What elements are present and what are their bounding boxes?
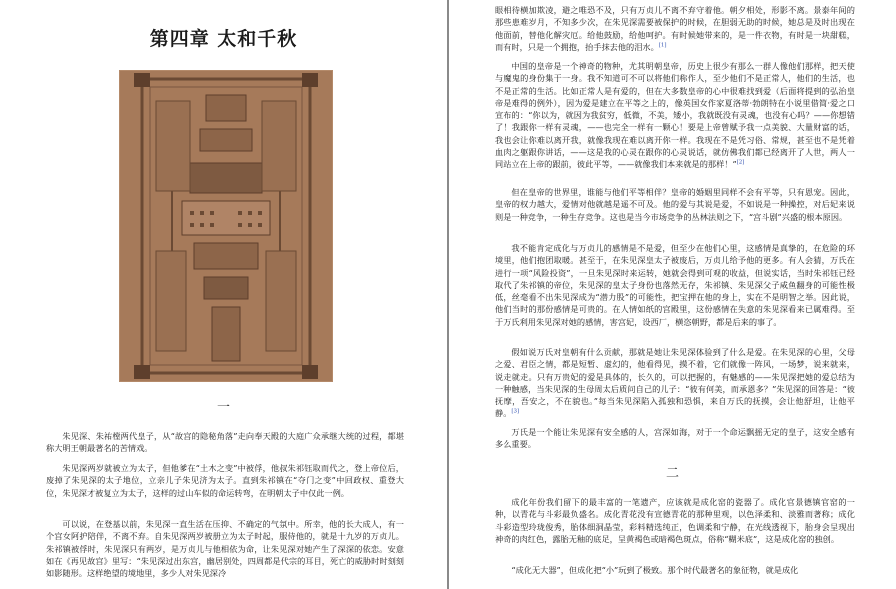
paragraph: “成化无大器”，但成化把“小”玩到了极致。那个时代最著名的象征物，就是成化: [511, 565, 799, 575]
paragraph: 但在皇帝的世界里，谁能与他们平等相伴？皇帝的婚姻里同样不会有平等，只有恩宠。因此，皇帝的权力越大，爱情对他就越是遥不可及。他的爱与其说是爱，不如说是一种操控，对后妃来说则是一种竞争，一种生存竞争。这也是当今市场竞争的丛林法则之下，“宫斗剧”兴盛的根本原因。: [495, 187, 855, 222]
footnote-ref[interactable]: [1]: [658, 42, 667, 49]
right-page: [449, 0, 896, 589]
footnote-ref[interactable]: [2]: [736, 159, 745, 166]
paragraph: 中国的皇帝是一个神奇的物种，尤其明朝皇帝，历史上很少有那么一群人像他们那样，把天使与魔鬼的身份集于一身。我不知道可不可以将他们称作人，至少他们不是正常人，他们的生活，也不是正常的生活。比如正常人是有爱的，但在大多数皇帝的心中很难找到爱（后面将提到的弘治皇帝是难得的例外），因为爱是建立在平等之上的，像英国女作家夏洛蒂·勃朗特在小说里借简·爱之口宣布的：“你以为，就因为我贫穷，低微，不美，矮小，我就既没有灵魂，也没有心吗？——你想错了！我跟你一样有灵魂，——也完全一样有一颗心！要是上帝曾赋予我一点美貌、大量财富的话，我也会让你难以离开我，就像我现在难以离开你一样。我现在不是凭习俗、常规，甚至也不是凭着血肉之躯跟你讲话，——这是我的心灵在跟你的心灵说话，就仿佛我们都已经离开了人世，两人一同站立在上帝的跟前，彼此平等，——就像我们本来就是的那样！”[2]: [495, 61, 855, 170]
paragraph: 万氏是一个能让朱见深有安全感的人，宫深如海，对于一个命运飘摇无定的皇子，这安全感有多么重要。: [495, 427, 855, 450]
paragraph: 眼相待横加欺凌，避之唯恐不及，只有万贞儿不离不弃守着他。朝夕相处，形影不离。景泰年间的那些患难岁月，不知多少次，在朱见深需要被保护的时候，在胆弱无助的时候，她总是及时出现在他面前，替他化解灾厄。给他鼓励，给他呵护。有时候她带来的，是一件衣物，有时是一块甜糕，而有时，只是一个拥抱，抬手抹去他的泪水。[1]: [495, 5, 855, 52]
paragraph: 假如说万氏对皇朝有什么贡献，那就是她让朱见深体验到了什么是爱。在朱见深的心里，父母之爱、君臣之情，都是短暂、虚幻的，他看得见，摸不着，它们就像一阵风，一场梦，说来就来，说走就走。只有万贵妃的爱是具体的，长久的，可以把握的，有魅感的——朱见深把她的爱总结为一种触感，当朱见深的生母周太后质问自己的儿子：“彼有何美，而承恩多？”朱见深的回答是：“彼抚摩，吾安之，不在貌也。”每当朱见深陷入孤独和恐惧，来自万氏的抚摸，会让他舒坦，让他平静。[3]: [495, 347, 855, 419]
paragraph: 可以说，在登基以前，朱见深一直生活在压抑、不确定的气氛中。所幸，他的长大成人，有一个宫女阿护陪伴，不离不弃。自朱见深两岁被册立为太子时起，服侍他的，就是十九岁的万贞儿。朱祁镇被俘时，朱见深只有两岁，是万贞儿与他相依为命，让朱见深对她产生了深深的依恋。安意如在《再见故宫》里写：“朱见深过出东宫，幽居别处，四周都是代宗的耳目，死亡的威胁时时刻刻如影随形。这样绝望的境地里，多少人对朱见深冷: [46, 519, 404, 579]
paragraph: 成化年份我们留下的最丰富的一笔遗产，应该就是成化窑的瓷器了。成化官景德镇官窑的一种，以青花与斗彩最负盛名。成化青花没有宣德青花的那种里观，以色泽柔和、淡雅而著称；成化斗彩造型玲珑俊秀，胎体细洞晶莹，彩料精选纯正，色调柔和宁静，在光线透视下，胎身会呈现出神奇的肉红色，露胎无釉的底足，呈黄褐色或暗褐色斑点，俗称“糊米底”，这是成化窑的独创。: [495, 497, 855, 544]
section-number: 二: [665, 466, 679, 481]
paragraph: 我不能肯定成化与万贞儿的感情是不是爱，但至少在他们心里，这感情是真挚的，在危险的环境里，他们抱团取暖。甚至于，在朱见深皇太子被废后，万贞儿给予他的更多。有人会猜，万氏在进行一项“风险投资”，一旦朱见深时来运转，她就会得到可观的收益，但说实话，当时朱祁钰已经取代了朱祁镇的帝位，朱见深的皇太子身份也落然无存，朱祁镇、朱见深父子咸鱼翻身的可能性极低，丝毫看不出朱见深成为“潜力股”的可能性，把宝押在他的身上，实在不是明智之举。因此说，他们当时的那份感情是可贵的。在人情如纸的宫殿里，这份感情在失意的朱见深看来已属难得。至于万氏利用朱见深对她的感情，害宫妃，设西厂，横恣朝野，都是后来的事了。: [495, 243, 855, 327]
paragraph: 朱见深、朱祐樘两代皇子，从“故宫的隐秘角落”走向奉天殿的大庭广众承继大统的过程，都堪称大明王朝最著名的苦情戏。: [46, 431, 404, 454]
section-number: 一: [216, 400, 230, 415]
chapter-title: 第四章 太和千秋: [149, 28, 298, 50]
footnote-ref[interactable]: [3]: [511, 408, 520, 415]
paragraph: 朱见深两岁就被立为太子，但他爹在“土木之变”中被俘，他叔朱祁钰取而代之，登上帝位后，废掉了朱见深的太子地位，立亲儿子朱见济为太子。直到朱祁镇在“夺门之变”中回政权、重登大位，朱见深才被复立为太子，这样的过山车似的命运转弯，在明朝太子中仅此一例。: [46, 463, 404, 498]
forbidden-city-illustration: [119, 70, 333, 382]
left-page: [0, 0, 447, 589]
